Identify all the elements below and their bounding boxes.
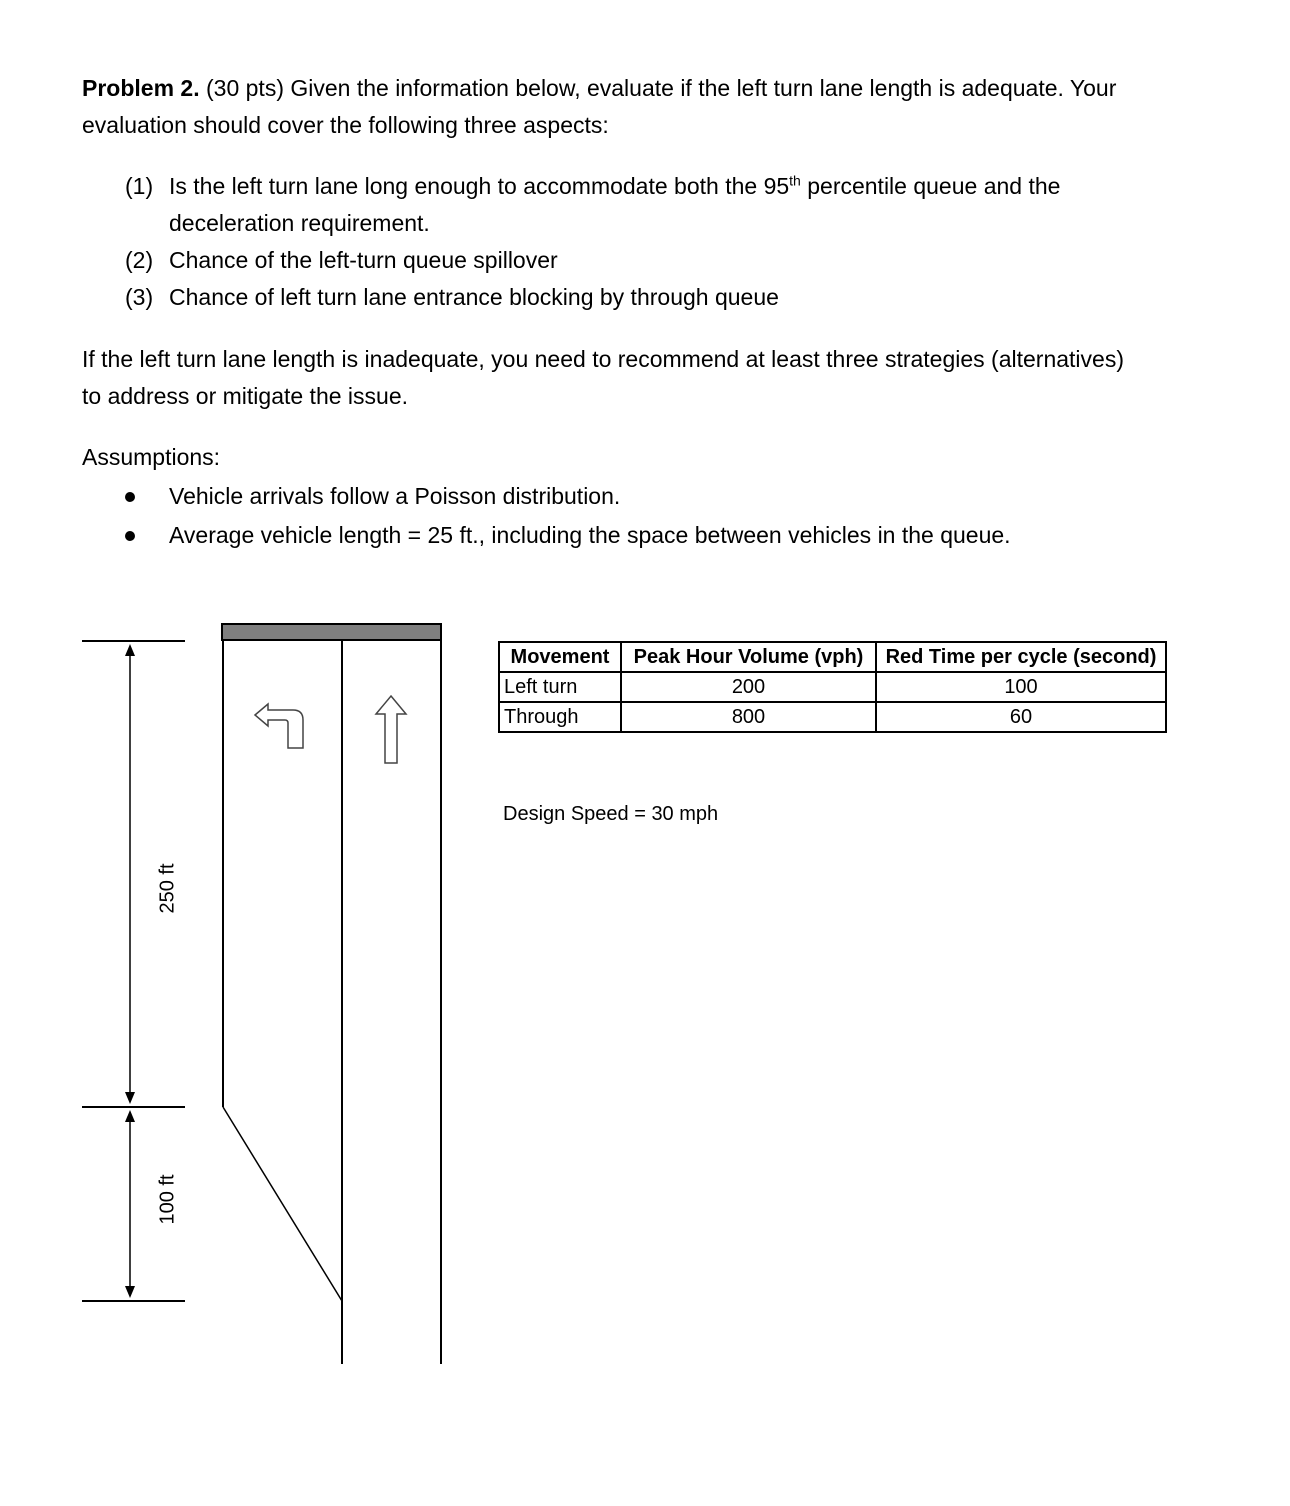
list-item: [125, 516, 1011, 555]
aspect-text: Is the left turn lane long enough to accommodate both the 95: [169, 173, 790, 199]
arrow-down-icon: [125, 1092, 135, 1104]
table-cell: 60: [876, 702, 1166, 732]
recommend-line2: to address or mitigate the issue.: [82, 383, 408, 409]
column-header: Movement: [499, 642, 621, 672]
table-header-row: [499, 642, 1166, 672]
bullet-icon: [125, 492, 135, 502]
aspect-number: (2): [125, 247, 154, 273]
recommend-paragraph: [82, 341, 1212, 415]
recommend-line1: If the left turn lane length is inadequate, you need to recommend at least three strategies (alternatives): [82, 346, 1124, 372]
assumptions-heading: Assumptions:: [82, 444, 221, 470]
lane-diagram: [0, 600, 480, 1380]
assumption-text: Vehicle arrivals follow a Poisson distribution.: [169, 483, 621, 509]
design-speed: Design Speed = 30 mph: [503, 803, 719, 825]
assumption-text: Average vehicle length = 25 ft., including the space between vehicles in the queue.: [169, 522, 1011, 548]
problem-line2: evaluation should cover the following three aspects:: [82, 112, 609, 138]
aspect-text: deceleration requirement.: [169, 210, 430, 236]
aspect-number: (1): [125, 173, 154, 199]
list-item: [125, 279, 1205, 316]
taper-line: [223, 1107, 342, 1301]
stop-bar: [222, 624, 441, 640]
superscript: th: [789, 172, 801, 189]
table-cell: Left turn: [499, 672, 621, 702]
aspect-text: Chance of left turn lane entrance blocking by through queue: [169, 284, 779, 310]
list-item: [125, 477, 1011, 516]
table-row: [499, 702, 1166, 732]
assumptions-list: [125, 477, 1011, 555]
list-item: [125, 168, 1205, 242]
table-cell: 200: [621, 672, 876, 702]
arrow-up-icon: [125, 644, 135, 656]
aspect-text: Chance of the left-turn queue spillover: [169, 247, 558, 273]
aspects-list: [125, 168, 1205, 316]
arrow-up-icon: [125, 1110, 135, 1122]
table-cell: 800: [621, 702, 876, 732]
column-header: Peak Hour Volume (vph): [621, 642, 876, 672]
arrow-down-icon: [125, 1286, 135, 1298]
bullet-icon: [125, 531, 135, 541]
problem-title: Problem 2.: [82, 75, 200, 101]
through-arrow-icon: [376, 696, 406, 763]
table-cell: 100: [876, 672, 1166, 702]
column-header: Red Time per cycle (second): [876, 642, 1166, 672]
left-turn-arrow-icon: [255, 704, 303, 748]
problem-line1: (30 pts) Given the information below, evaluate if the left turn lane length is adequate. Your: [199, 75, 1117, 101]
aspect-number: (3): [125, 284, 154, 310]
list-item: [125, 242, 1205, 279]
table-row: [499, 672, 1166, 702]
problem-statement: [82, 70, 1212, 144]
traffic-table: [498, 641, 1167, 733]
taper-length-label: 100 ft: [156, 1174, 179, 1225]
storage-length-label: 250 ft: [156, 863, 179, 914]
aspect-text: percentile queue and the: [800, 173, 1061, 199]
table-cell: Through: [499, 702, 621, 732]
